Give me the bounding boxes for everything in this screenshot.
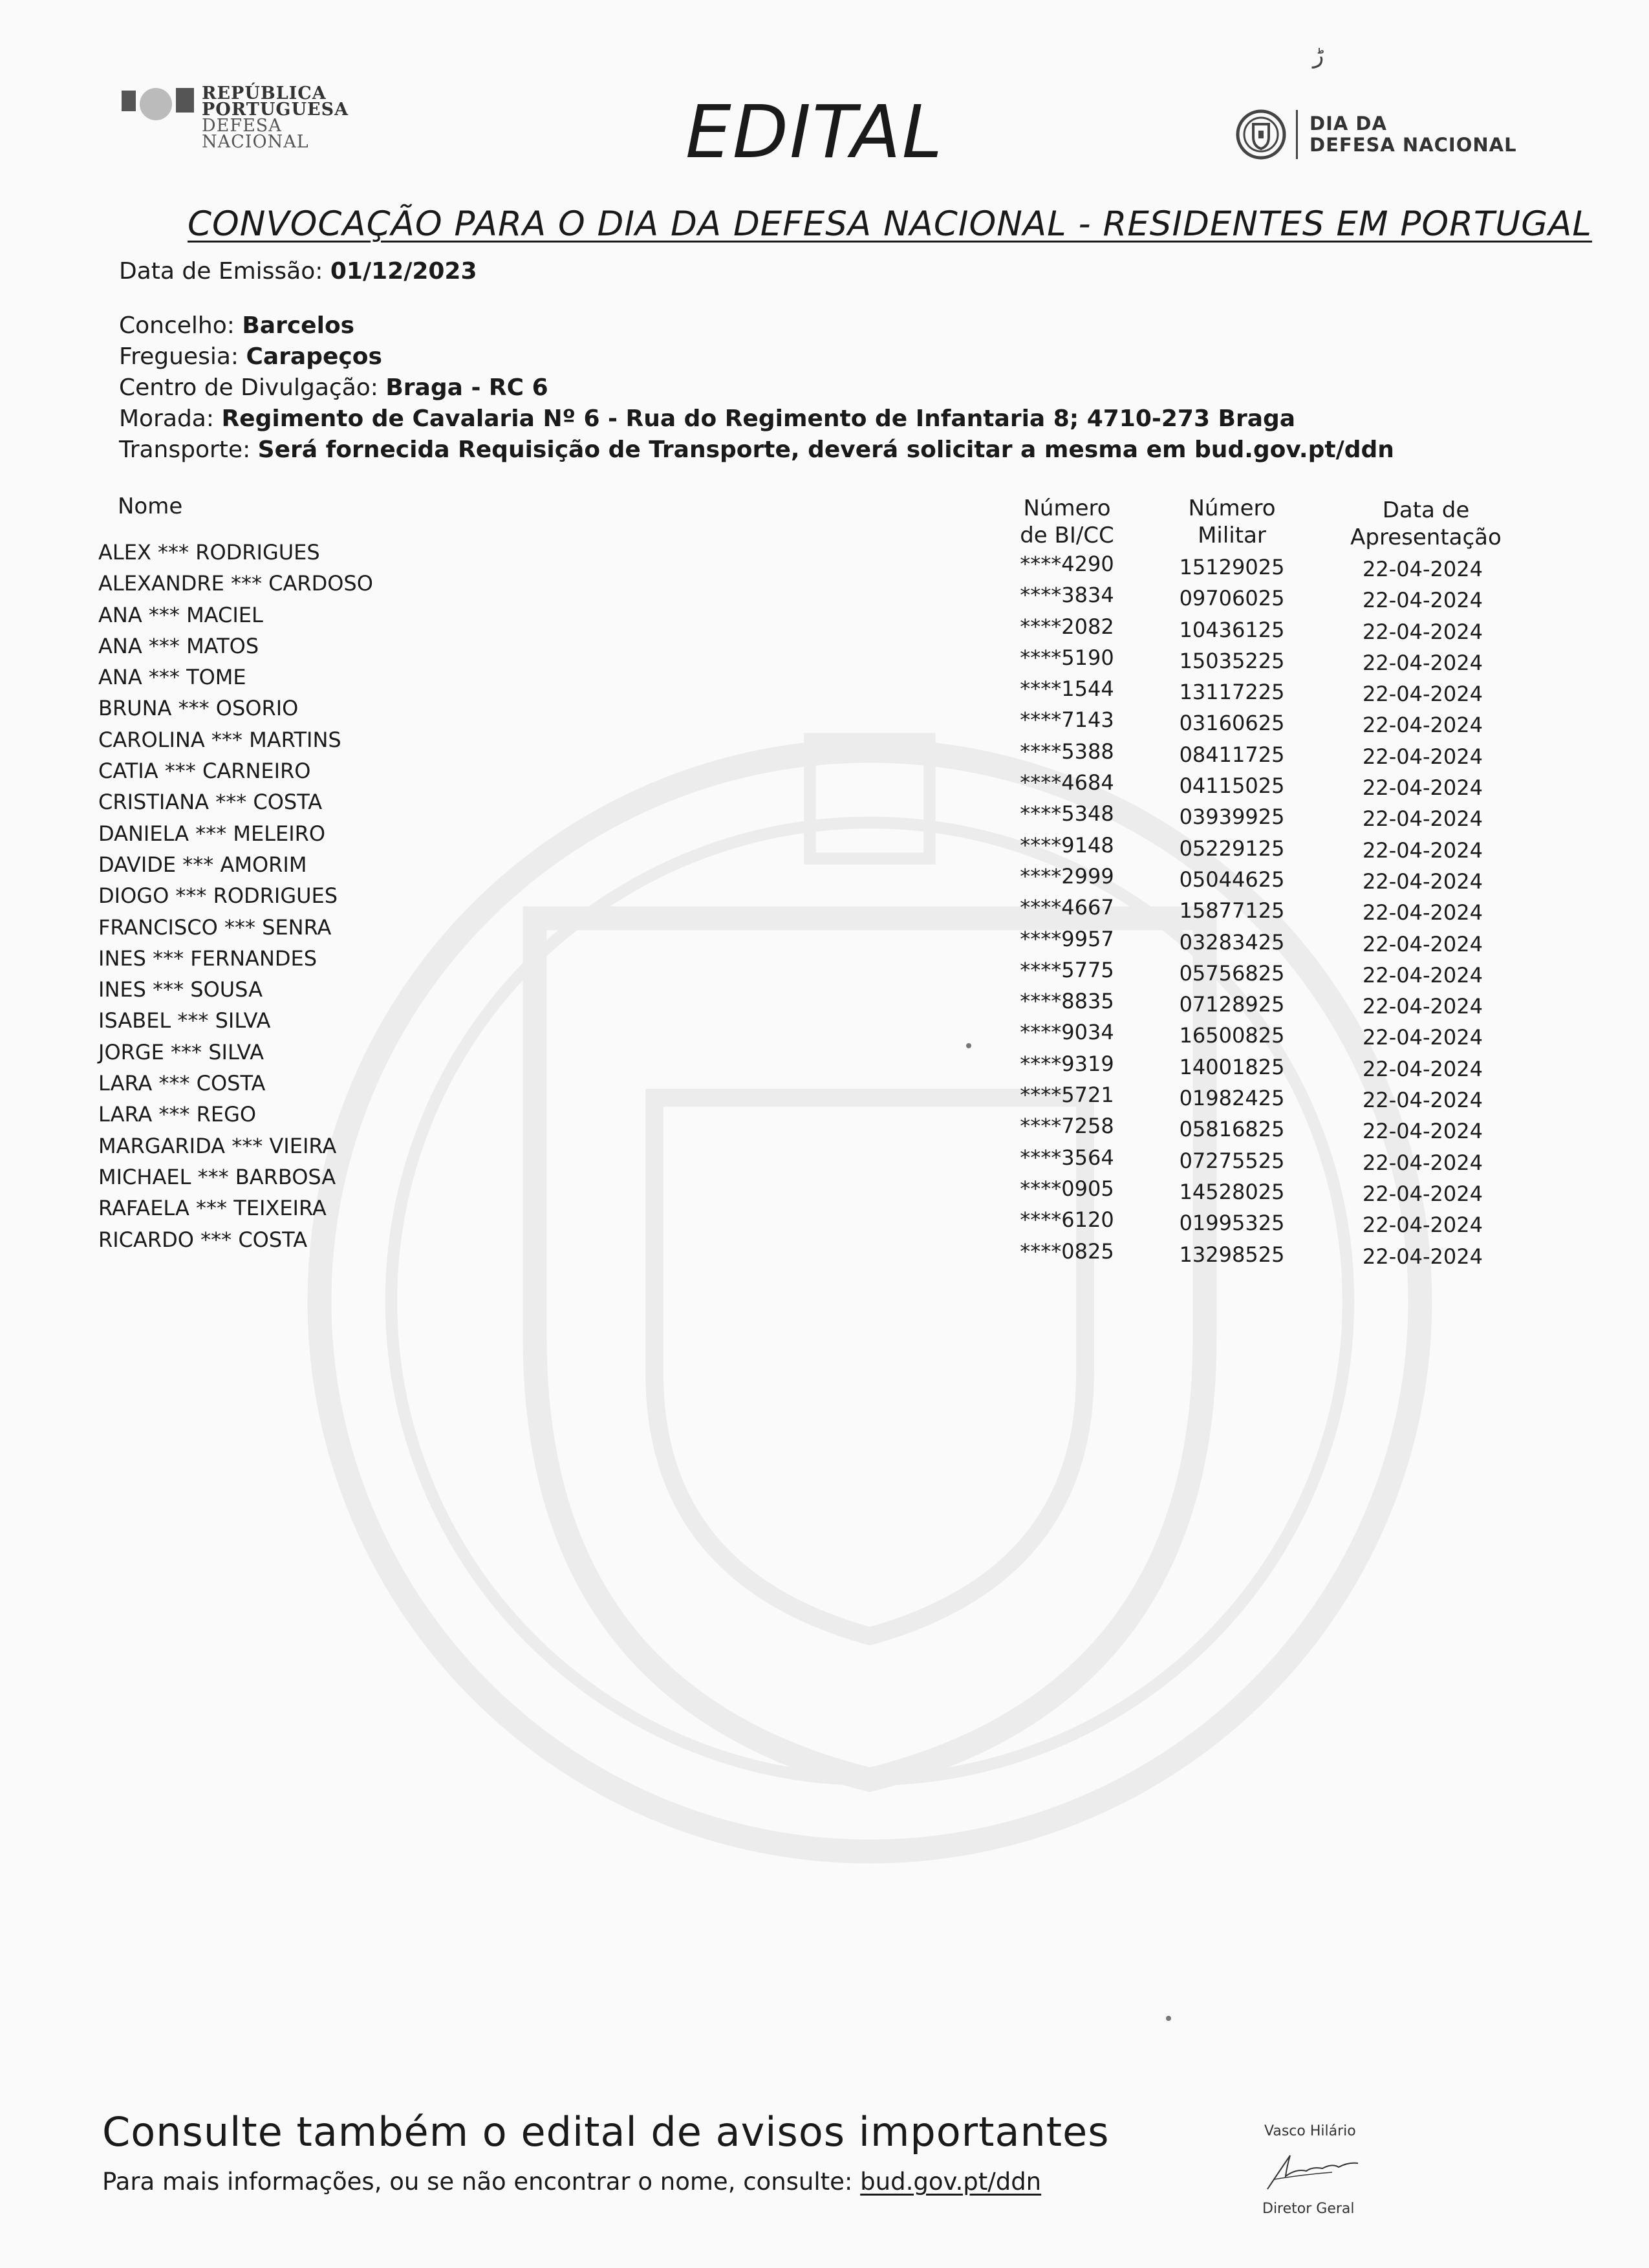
row-data: 22-04-2024 [1363, 900, 1483, 925]
row-nome: LARA *** COSTA [98, 1071, 266, 1096]
row-data: 22-04-2024 [1363, 994, 1483, 1019]
row-bi: ****9319 [1020, 1051, 1114, 1076]
morada-value: Regimento de Cavalaria Nº 6 - Rua do Regimento de Infantaria 8; 4710-273 Braga [221, 405, 1296, 432]
freguesia-value: Carapeços [246, 343, 382, 370]
freguesia-label: Freguesia: [119, 343, 239, 370]
defesa-line1: DEFESA [202, 116, 282, 136]
row-nome: ANA *** MATOS [98, 633, 259, 658]
header-nome: Nome [118, 493, 183, 519]
row-bi: ****7143 [1020, 707, 1114, 733]
row-nome: CAROLINA *** MARTINS [98, 727, 341, 752]
row-data: 22-04-2024 [1363, 1244, 1483, 1269]
row-data: 22-04-2024 [1363, 1150, 1483, 1175]
row-bi: ****8835 [1020, 989, 1114, 1014]
ddn-line2: DEFESA NACIONAL [1310, 134, 1517, 156]
centro-value: Braga - RC 6 [385, 374, 548, 401]
logo-square-right [176, 88, 194, 113]
row-data: 22-04-2024 [1363, 650, 1483, 675]
logo-sphere [140, 88, 172, 120]
header-data-line1: Data de [1382, 497, 1470, 523]
corner-mark: ڑ [1313, 42, 1324, 69]
subtitle: CONVOCAÇÃO PARA O DIA DA DEFESA NACIONAL - RESIDENTES EM PORTUGAL [188, 204, 1592, 244]
signatory-title: Diretor Geral [1262, 2201, 1355, 2217]
row-nome: FRANCISCO *** SENRA [98, 914, 332, 940]
row-nome: ALEX *** RODRIGUES [98, 540, 320, 565]
row-data: 22-04-2024 [1363, 619, 1483, 644]
row-militar: 13117225 [1179, 680, 1285, 705]
header-bi-line1: Número [1023, 495, 1111, 521]
row-data: 22-04-2024 [1363, 775, 1483, 801]
row-data: 22-04-2024 [1363, 713, 1483, 738]
scan-dot [966, 1043, 971, 1048]
row-bi: ****2082 [1020, 614, 1114, 639]
row-bi: ****9148 [1020, 832, 1114, 858]
row-nome: DANIELA *** MELEIRO [98, 821, 326, 846]
row-nome: ANA *** TOME [98, 665, 246, 690]
morada-label: Morada: [119, 405, 214, 432]
transporte [119, 436, 1394, 464]
row-nome: INES *** SOUSA [98, 977, 263, 1002]
row-data: 22-04-2024 [1363, 931, 1483, 956]
row-nome: LARA *** REGO [98, 1102, 257, 1127]
transporte-label: Transporte: [119, 437, 251, 463]
header-data-line2: Apresentação [1350, 524, 1502, 550]
row-bi: ****5721 [1020, 1083, 1114, 1108]
logo-text [202, 85, 349, 150]
row-nome: RICARDO *** COSTA [98, 1227, 308, 1252]
coat-of-arms-icon [1235, 109, 1287, 160]
row-bi: ****2999 [1020, 863, 1114, 889]
row-militar: 03939925 [1179, 805, 1285, 830]
column-militar [1164, 552, 1300, 1270]
header-militar [1170, 495, 1293, 549]
info-prefix: Para mais informações, ou se não encontrar o nome, consulte: [102, 2168, 853, 2196]
row-bi: ****5348 [1020, 801, 1114, 826]
header-militar-line2: Militar [1198, 523, 1266, 548]
header-data [1345, 497, 1507, 551]
centro-label: Centro de Divulgação: [119, 374, 378, 401]
republica-portuguesa-logo [122, 85, 349, 150]
row-militar: 13298525 [1179, 1242, 1285, 1267]
row-data: 22-04-2024 [1363, 962, 1483, 988]
concelho-label: Concelho: [119, 312, 235, 339]
row-data: 22-04-2024 [1363, 869, 1483, 894]
row-militar: 14001825 [1179, 1054, 1285, 1079]
row-data: 22-04-2024 [1363, 1119, 1483, 1144]
row-data: 22-04-2024 [1363, 557, 1483, 581]
row-nome: ANA *** MACIEL [98, 602, 263, 627]
row-data: 22-04-2024 [1363, 1213, 1483, 1238]
ddn-text [1310, 113, 1517, 156]
row-nome: DAVIDE *** AMORIM [98, 852, 307, 877]
data-emissao-value: 01/12/2023 [330, 258, 477, 285]
row-militar: 05229125 [1179, 836, 1285, 861]
row-militar: 10436125 [1179, 617, 1285, 642]
row-nome: ALEXANDRE *** CARDOSO [98, 571, 373, 596]
row-bi: ****3564 [1020, 1145, 1114, 1170]
data-emissao [119, 257, 477, 286]
row-bi: ****5190 [1020, 645, 1114, 670]
header-bi [1009, 495, 1125, 549]
row-data: 22-04-2024 [1363, 837, 1483, 863]
row-bi: ****6120 [1020, 1207, 1114, 1233]
row-militar: 15877125 [1179, 898, 1285, 923]
row-data: 22-04-2024 [1363, 1181, 1483, 1206]
page-title: EDITAL [685, 91, 944, 175]
row-data: 22-04-2024 [1363, 806, 1483, 832]
row-nome: JORGE *** SILVA [98, 1039, 264, 1064]
row-bi: ****3834 [1020, 583, 1114, 608]
row-nome: ISABEL *** SILVA [98, 1008, 271, 1033]
concelho [119, 312, 354, 340]
row-bi: ****7258 [1020, 1114, 1114, 1139]
header-bi-line2: de BI/CC [1020, 523, 1114, 548]
row-nome: INES *** FERNANDES [98, 945, 318, 971]
defesa-line2: NACIONAL [202, 132, 309, 152]
row-bi: ****0905 [1020, 1176, 1114, 1201]
row-bi: ****0825 [1020, 1238, 1114, 1264]
row-nome: MARGARIDA *** VIEIRA [98, 1133, 337, 1158]
row-data: 22-04-2024 [1363, 1025, 1483, 1050]
row-militar: 14528025 [1179, 1179, 1285, 1204]
row-militar: 15035225 [1179, 648, 1285, 673]
row-nome: RAFAELA *** TEIXEIRA [98, 1196, 327, 1221]
concelho-value: Barcelos [242, 312, 355, 339]
row-militar: 04115025 [1179, 773, 1285, 799]
data-emissao-label: Data de Emissão: [119, 258, 323, 285]
ddn-line1: DIA DA [1310, 113, 1387, 135]
row-militar: 03160625 [1179, 711, 1285, 736]
row-bi: ****5388 [1020, 739, 1114, 764]
row-nome: BRUNA *** OSORIO [98, 696, 299, 721]
row-bi: ****9957 [1020, 926, 1114, 951]
republica-line1: REPÚBLICA [202, 83, 327, 103]
row-nome: DIOGO *** RODRIGUES [98, 883, 338, 909]
logo-divider [1296, 110, 1298, 159]
row-militar: 05044625 [1179, 867, 1285, 892]
row-bi: ****5775 [1020, 957, 1114, 982]
column-bi [1006, 548, 1128, 1267]
row-bi: ****4667 [1020, 895, 1114, 920]
row-militar: 16500825 [1179, 1023, 1285, 1048]
republica-line2: PORTUGUESA [202, 100, 349, 120]
row-data: 22-04-2024 [1363, 1088, 1483, 1113]
column-data [1339, 554, 1507, 1272]
row-bi: ****4684 [1020, 770, 1114, 795]
row-militar: 03283425 [1179, 929, 1285, 955]
transporte-value: Será fornecida Requisição de Transporte, deverá solicitar a mesma em bud.gov.pt/ddn [257, 437, 1394, 463]
row-bi: ****4290 [1020, 552, 1114, 576]
row-militar: 08411725 [1179, 742, 1285, 767]
morada [119, 405, 1295, 433]
row-data: 22-04-2024 [1363, 1056, 1483, 1081]
row-bi: ****1544 [1020, 676, 1114, 702]
row-militar: 09706025 [1179, 586, 1285, 611]
info-link[interactable]: bud.gov.pt/ddn [860, 2168, 1042, 2196]
centro-divulgacao [119, 374, 548, 402]
row-militar: 05816825 [1179, 1117, 1285, 1142]
dia-defesa-nacional-logo [1235, 109, 1517, 160]
consulte-avisos: Consulte também o edital de avisos importantes [102, 2108, 1110, 2155]
row-militar: 01995325 [1179, 1211, 1285, 1236]
scan-dot [1166, 2016, 1171, 2021]
signatory-name: Vasco Hilário [1264, 2123, 1356, 2139]
row-data: 22-04-2024 [1363, 744, 1483, 769]
row-data: 22-04-2024 [1363, 588, 1483, 613]
row-militar: 15129025 [1179, 555, 1285, 579]
column-nome [98, 537, 373, 1255]
row-militar: 07128925 [1179, 992, 1285, 1017]
row-militar: 05756825 [1179, 960, 1285, 986]
row-nome: CATIA *** CARNEIRO [98, 759, 311, 784]
row-militar: 01982425 [1179, 1086, 1285, 1111]
header-militar-line1: Número [1188, 495, 1276, 521]
mais-informacoes [102, 2168, 1041, 2196]
signature [1261, 2144, 1377, 2192]
row-bi: ****9034 [1020, 1020, 1114, 1045]
logo-square-left [122, 91, 136, 111]
freguesia [119, 343, 382, 371]
row-data: 22-04-2024 [1363, 682, 1483, 707]
row-nome: CRISTIANA *** COSTA [98, 790, 323, 815]
row-militar: 07275525 [1179, 1148, 1285, 1173]
row-nome: MICHAEL *** BARBOSA [98, 1164, 336, 1189]
